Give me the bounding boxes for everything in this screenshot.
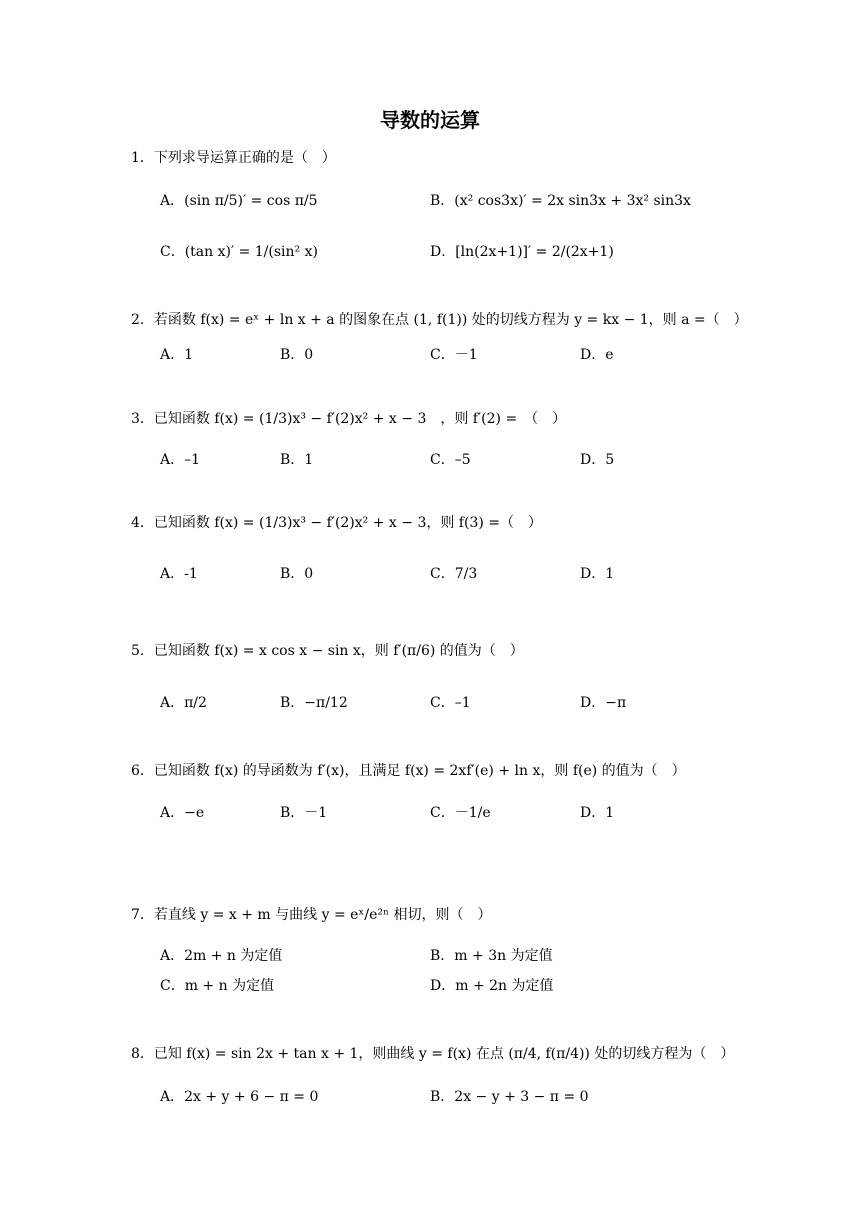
question-6-option-a: A．−e <box>160 805 205 821</box>
question-7-option-c: C．m + n 为定值 <box>160 978 275 994</box>
question-4-option-a: A．-1 <box>160 566 198 582</box>
question-3-option-a: A．–1 <box>160 452 201 468</box>
question-5-option-b: B．−π/12 <box>280 695 348 711</box>
question-2-option-d: D．e <box>580 347 614 363</box>
question-4-option-d: D．1 <box>580 566 615 582</box>
page-title: 导数的运算 <box>380 108 480 132</box>
question-1-option-d: D．[ln(2x+1)]′ = 2/(2x+1) <box>430 244 614 260</box>
question-5-option-c: C．–1 <box>430 695 471 711</box>
question-8-option-b: B．2x − y + 3 − π = 0 <box>430 1089 589 1105</box>
question-2-option-a: A．1 <box>160 347 194 363</box>
question-2-stem: 2．若函数 f(x) = eˣ + ln x + a 的图象在点 (1, f(1)) 处的切线方程为 y = kx − 1，则 a =（ ） <box>131 312 748 328</box>
question-6-stem: 6．已知函数 f(x) 的导函数为 f′(x)，且满足 f(x) = 2xf′(e) + ln x，则 f(e) 的值为（ ） <box>131 763 686 779</box>
question-8-option-a: A．2x + y + 6 − π = 0 <box>160 1089 319 1105</box>
question-1-stem: 1．下列求导运算正确的是（ ） <box>131 150 336 166</box>
question-5-option-a: A．π/2 <box>160 695 207 711</box>
question-2-option-b: B．0 <box>280 347 314 363</box>
question-4-option-c: C．7/3 <box>430 566 478 582</box>
question-1-option-c: C．(tan x)′ = 1/(sin² x) <box>160 244 318 260</box>
question-6-option-c: C．－1/e <box>430 805 491 821</box>
question-7-option-b: B．m + 3n 为定值 <box>430 948 553 964</box>
question-6-option-d: D．1 <box>580 805 615 821</box>
question-5-stem: 5．已知函数 f(x) = x cos x − sin x，则 f′(π/6) 的值为（ ） <box>131 643 524 659</box>
question-7-option-a: A．2m + n 为定值 <box>160 948 283 964</box>
question-6-option-b: B．－1 <box>280 805 328 821</box>
question-3-option-b: B．1 <box>280 452 314 468</box>
question-3-stem: 3．已知函数 f(x) = (1/3)x³ − f′(2)x² + x − 3 ，则 f′(2) = （ ） <box>131 411 567 427</box>
question-7-stem: 7．若直线 y = x + m 与曲线 y = eˣ/e²ⁿ 相切，则（ ） <box>131 907 492 923</box>
question-4-option-b: B．0 <box>280 566 314 582</box>
question-1-option-b: B．(x² cos3x)′ = 2x sin3x + 3x² sin3x <box>430 193 691 209</box>
question-5-option-d: D．−π <box>580 695 627 711</box>
question-3-option-c: C．–5 <box>430 452 471 468</box>
question-7-option-d: D．m + 2n 为定值 <box>430 978 554 994</box>
question-8-stem: 8．已知 f(x) = sin 2x + tan x + 1，则曲线 y = f(x) 在点 (π/4, f(π/4)) 处的切线方程为（ ） <box>131 1046 735 1062</box>
question-1-option-a: A．(sin π/5)′ = cos π/5 <box>160 193 318 209</box>
question-4-stem: 4．已知函数 f(x) = (1/3)x³ − f′(2)x² + x − 3，则 f(3) =（ ） <box>131 515 542 531</box>
question-3-option-d: D．5 <box>580 452 615 468</box>
question-2-option-c: C．－1 <box>430 347 478 363</box>
